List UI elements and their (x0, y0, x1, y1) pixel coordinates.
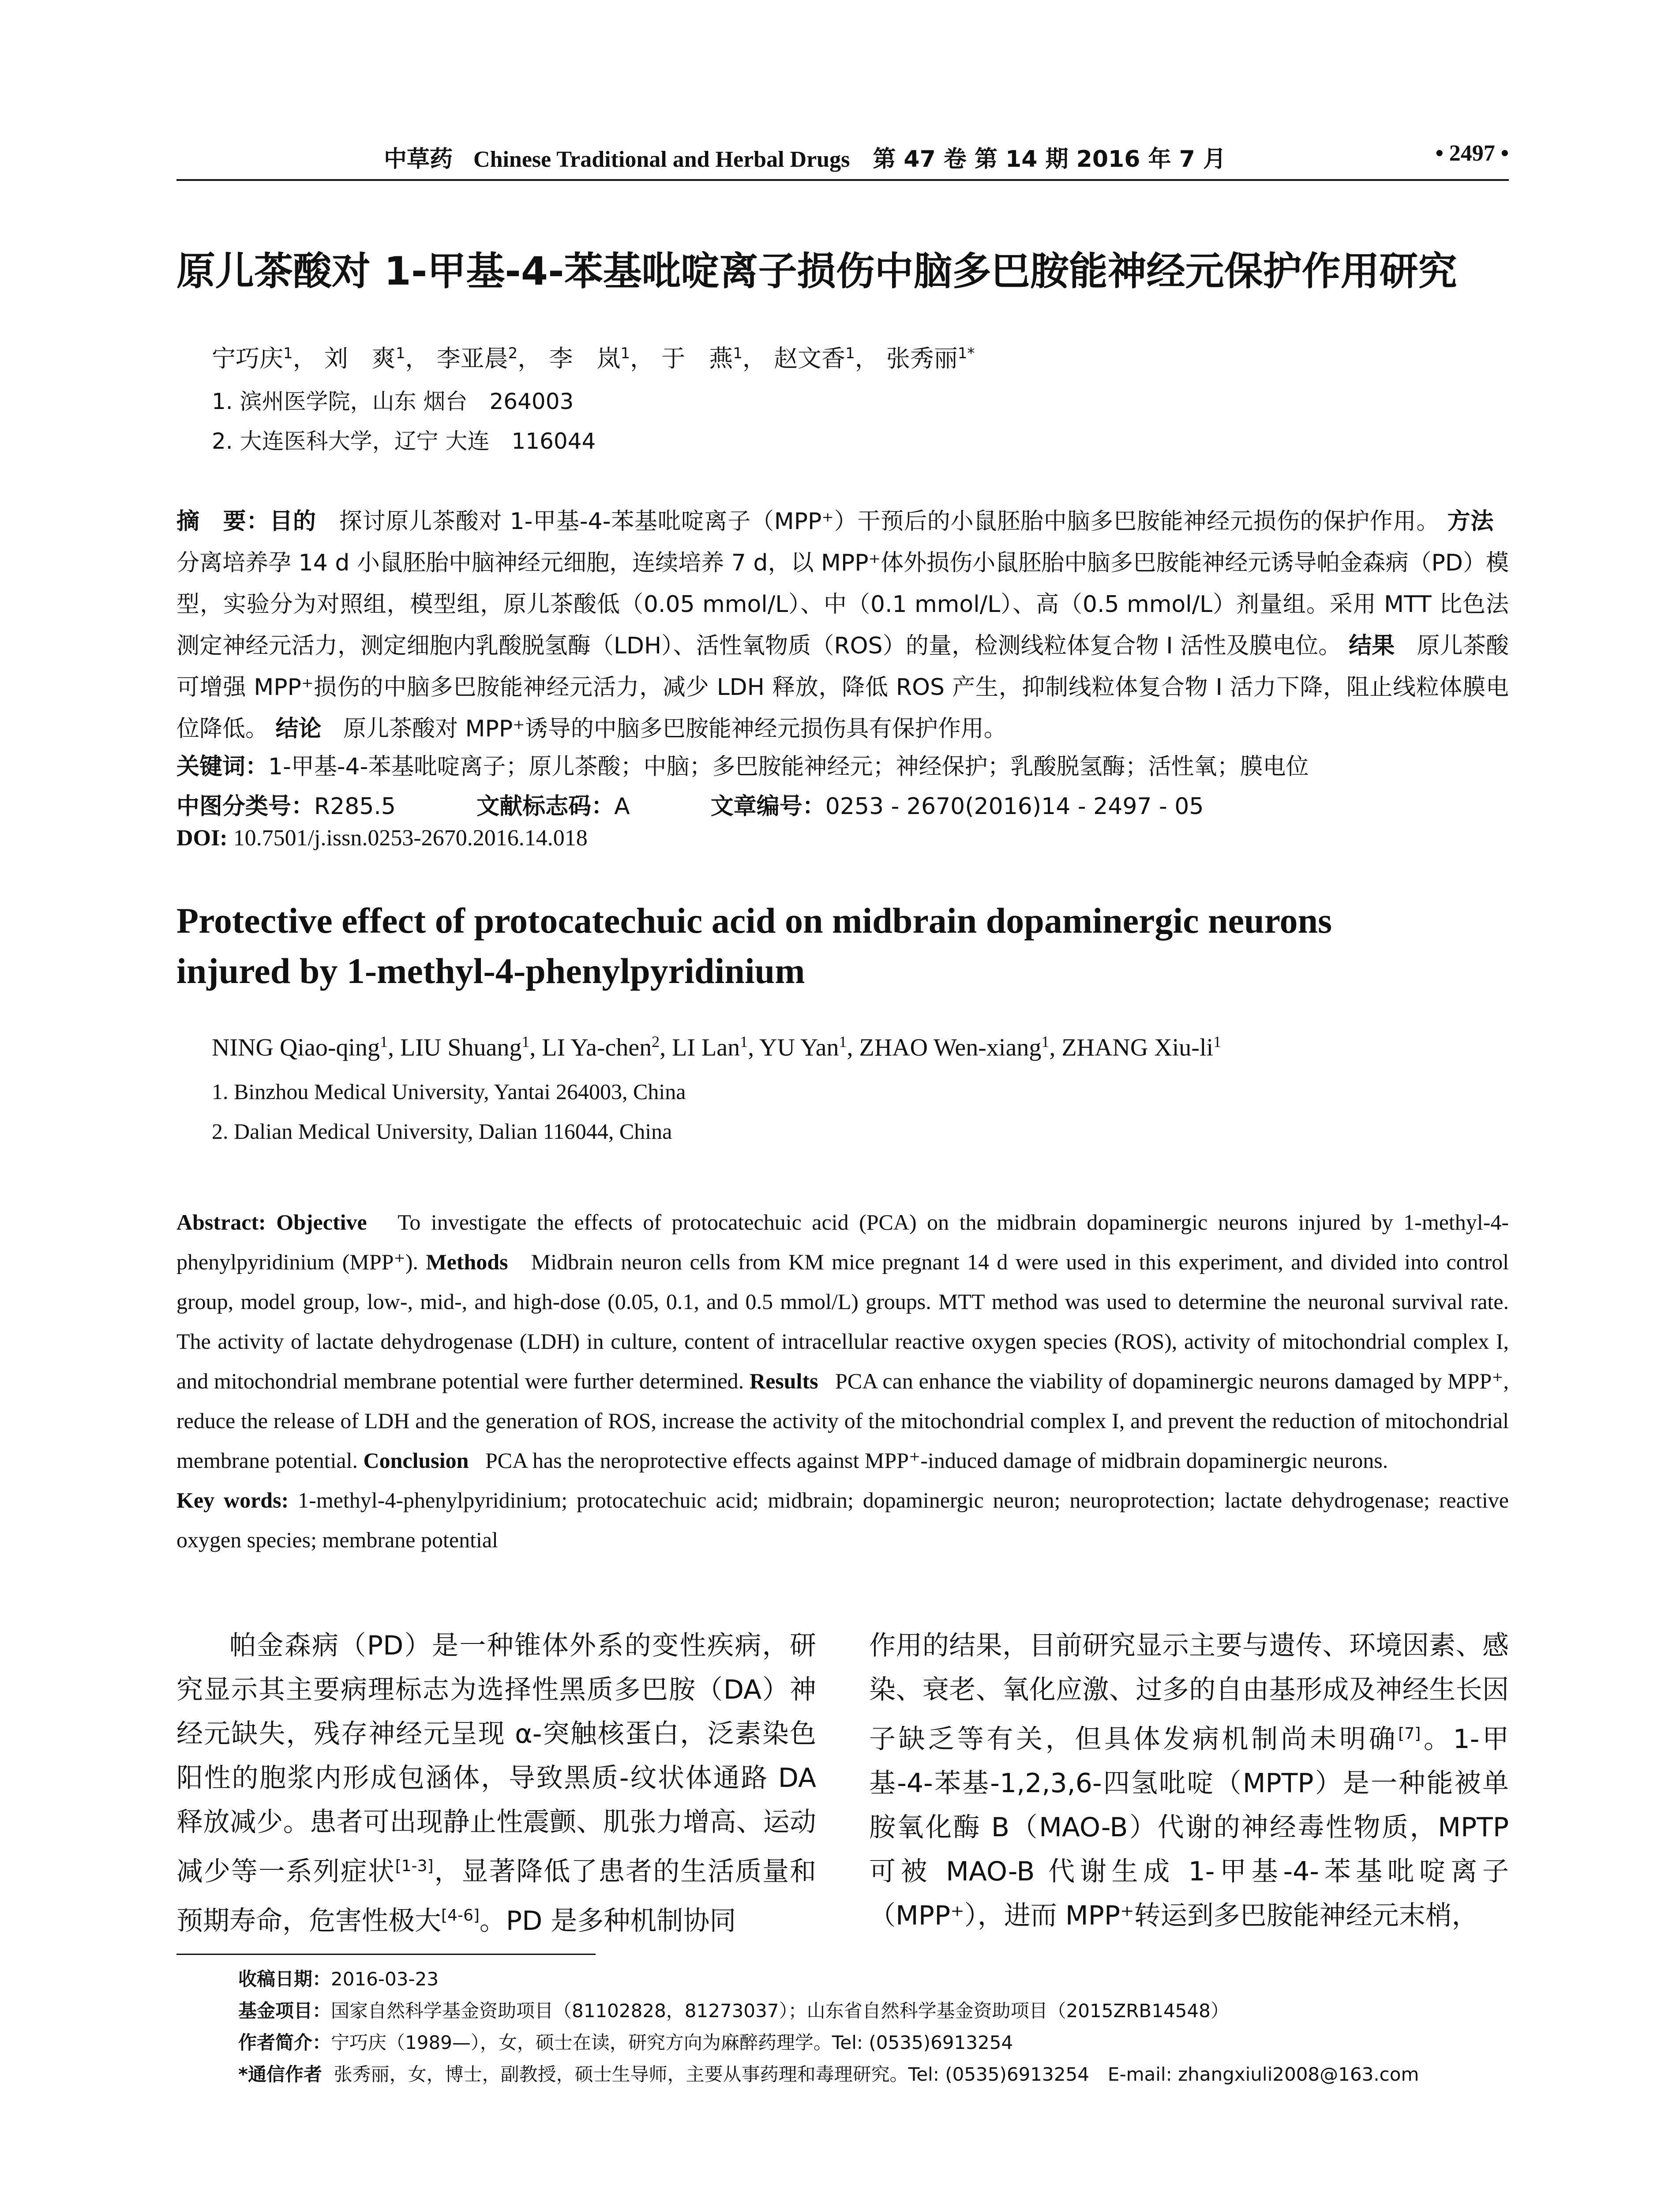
abstract-cn (176, 501, 1509, 750)
clc-label: 中图分类号： (176, 793, 315, 820)
authors-cn: 宁巧庆$^1$， 刘 爽$^1$， 李亚晨$^2$， 李 岚$^1$， 于 燕$^1$， 赵文香$^1$， 张秀丽$^{1*}$ (212, 345, 975, 372)
conclusion-en: PCA has the neroprotective effects against MPP⁺-induced damage of midbrain dopaminergic neurons. (485, 1448, 1388, 1473)
author-aff: 1* (957, 345, 975, 362)
correspondence-text: 张秀丽，女，博士，副教授，硕士生导师，主要从事药理和毒理研究。Tel: (0535)6913254 E-mail: zhangxiuli2008@163.com (334, 2063, 1419, 2085)
citation: [1-3] (395, 1857, 434, 1875)
author-aff: 1 (380, 1033, 388, 1050)
author-en: LIU Shuang (400, 1034, 522, 1062)
author-cn: 李亚晨 (436, 345, 508, 372)
page-number: • 2497 • (1435, 141, 1509, 166)
keywords-cn (176, 748, 1309, 781)
body-column-left (176, 1624, 816, 1943)
citation: [7] (1398, 1725, 1421, 1743)
affiliation-cn-1: 1. 滨州医学院，山东 烟台 264003 (212, 389, 574, 414)
author-aff: 2 (652, 1033, 660, 1050)
keywords-cn-label: 关键词： (176, 754, 269, 780)
author-aff: 1 (1213, 1033, 1222, 1050)
keywords-en-text: 1-methyl-4-phenylpyridinium; protocatechuic acid; midbrain; dopaminergic neuron; neuroprotection; lactate dehydrogenase; reactive oxygen species; membrane potential (176, 1488, 1509, 1552)
doc-code-value: A (614, 793, 630, 820)
methods-cn-label: 方法 (1447, 508, 1494, 535)
body-text: 帕金森病（PD）是一种锥体外系的变性疾病，研究显示其主要病理标志为选择性黑质多巴胺（DA）神经元缺失，残存神经元呈现 α-突触核蛋白，泛素染色阳性的胞浆内形成包涵体，导致黑质-纹状体通路 DA 释放减少。患者可出现静止性震颤、肌张力增高、运动减少等一系列症状 (176, 1630, 816, 1887)
author-aff: 1 (620, 345, 630, 362)
affiliation-en-1: 1. Binzhou Medical University, Yantai 264003, China (212, 1079, 686, 1104)
title-en (176, 896, 1509, 996)
methods-en: Midbrain neuron cells from KM mice pregnant 14 d were used in this experiment, and divided into control group, model group, low-, mid-, and high-dose (0.05, 0.1, and 0.5 mmol/L) groups. MTT method was used to determine the neuronal survival rate. The activity of lactate dehydrogenase (LDH) in culture, content of intracellular reactive oxygen species (ROS), activity of mitochondrial complex I, and mitochondrial membrane potential were further determined. (176, 1249, 1509, 1393)
author-aff: 1 (839, 1033, 847, 1050)
author-cn: 张秀丽 (886, 345, 958, 372)
results-en: PCA can enhance the viability of dopaminergic neurons damaged by MPP⁺, reduce the release of LDH and the generation of ROS, increase the activity of the mitochondrial complex I, and prevent the reduction of mitochondrial membrane potential. (176, 1369, 1509, 1473)
doi-label: DOI: (176, 825, 228, 851)
affiliation-en-2: 2. Dalian Medical University, Dalian 116044, China (212, 1119, 672, 1144)
footnote-rule (176, 1954, 596, 1955)
title-en-line: Protective effect of protocatechuic acid on midbrain dopaminergic neurons (176, 900, 1332, 941)
footnote-fund (238, 1995, 1518, 2027)
results-en-label: Results (749, 1369, 818, 1393)
body-column-right (869, 1624, 1509, 1938)
keywords-en-label: Key words: (176, 1488, 289, 1512)
title-en-line: injured by 1-methyl-4-phenylpyridinium (176, 951, 805, 991)
body-text: 作用的结果，目前研究显示主要与遗传、环境因素、感染、衰老、氧化应激、过多的自由基形成及神经生长因子缺乏等有关，但具体发病机制尚未明确 (869, 1630, 1509, 1755)
fund-label: 基金项目： (238, 2000, 331, 2022)
author-aff: 1 (395, 345, 405, 362)
author-en: LI Lan (672, 1034, 740, 1062)
results-cn-label: 结果 (1349, 633, 1395, 659)
clc-value: R285.5 (314, 793, 396, 820)
body-text: 。1-甲基-4-苯基-1,2,3,6-四氢吡啶（MPTP）是一种能被单胺氧化酶 B（MAO-B）代谢的神经毒性物质，MPTP 可被 MAO-B 代谢生成 1-甲基-4-苯基吡啶离子（MPP⁺），进而 MPP⁺转运到多巴胺能神经元末梢， (869, 1724, 1509, 1931)
author-cn: 赵文香 (774, 345, 846, 372)
objective-en: To investigate the effects of protocatechuic acid (PCA) on the midbrain dopaminergic neurons injured by 1-methyl-4-phenylpyridinium (MPP⁺). (176, 1210, 1509, 1274)
issue-info: 第 47 卷 第 14 期 2016 年 7 月 (873, 146, 1226, 173)
received-label: 收稿日期： (238, 1968, 331, 1990)
article-no-label: 文章编号： (710, 793, 825, 820)
article-no-value: 0253 - 2670(2016)14 - 2497 - 05 (825, 793, 1204, 820)
title-cn: 原儿茶酸对 1-甲基-4-苯基吡啶离子损伤中脑多巴胺能神经元保护作用研究 (176, 248, 1457, 294)
author-aff: 1 (845, 345, 855, 362)
journal-name-cn: 中草药 (384, 146, 453, 173)
methods-cn: 分离培养孕 14 d 小鼠胚胎中脑神经元细胞，连续培养 7 d，以 MPP⁺体外损伤小鼠胚胎中脑多巴胺能神经元诱导帕金森病（PD）模型，实验分为对照组，模型组，原儿茶酸低（0.05 mmol/L）、中（0.1 mmol/L）、高（0.5 mmol/L）剂量组。采用 MTT 比色法测定神经元活力，测定细胞内乳酸脱氢酶（LDH）、活性氧物质（ROS）的量，检测线粒体复合物 I 活性及膜电位。 (176, 550, 1509, 659)
abstract-cn-label: 摘 要： (176, 508, 270, 535)
author-aff: 1 (740, 1033, 748, 1050)
author-en: NING Qiao-qing (212, 1034, 380, 1062)
author-en: ZHANG Xiu-li (1061, 1034, 1214, 1062)
methods-en-label: Methods (426, 1249, 508, 1274)
author-aff: 2 (508, 345, 518, 362)
body-text: 。PD 是多种机制协同 (479, 1906, 736, 1936)
results-cn: 原儿茶酸可增强 MPP⁺损伤的中脑多巴胺能神经元活力，减少 LDH 释放，降低 ROS 产生，抑制线粒体复合物 I 活力下降，阻止线粒体膜电位降低。 (176, 633, 1509, 742)
journal-header (384, 140, 1226, 173)
author-cn: 于 燕 (661, 345, 733, 372)
author-en: LI Ya-chen (542, 1034, 652, 1062)
footnotes (238, 1963, 1518, 2090)
header-rule (176, 179, 1509, 181)
objective-cn: 探讨原儿茶酸对 1-甲基-4-苯基吡啶离子（MPP⁺）干预后的小鼠胚胎中脑多巴胺能神经元损伤的保护作用。 (339, 508, 1440, 535)
conclusion-cn-label: 结论 (275, 716, 322, 742)
objective-cn-label: 目的 (270, 508, 316, 535)
footnote-correspondence (238, 2059, 1518, 2090)
author-aff: 1 (283, 345, 293, 362)
author-cn: 宁巧庆 (212, 345, 283, 372)
abstract-en-label: Abstract: Objective (176, 1210, 367, 1234)
keywords-cn-text: 1-甲基-4-苯基吡啶离子；原儿茶酸；中脑；多巴胺能神经元；神经保护；乳酸脱氢酶；活性氧；膜电位 (268, 754, 1309, 780)
classification-line (176, 788, 1204, 821)
body-text: ，显著降低了患者的生活质量和预期寿命，危害性极大 (176, 1856, 817, 1936)
doi-value: 10.7501/j.issn.0253-2670.2016.14.018 (233, 825, 588, 851)
affiliation-cn-2: 2. 大连医科大学，辽宁 大连 116044 (212, 428, 596, 454)
author-aff: 1 (521, 1033, 530, 1050)
author-cn: 刘 爽 (324, 345, 396, 372)
running-header (176, 140, 1509, 180)
footnote-author (238, 2027, 1518, 2059)
author-aff: 1 (1041, 1033, 1050, 1050)
conclusion-en-label: Conclusion (363, 1448, 469, 1473)
citation: [4-6] (441, 1906, 480, 1925)
author-en: YU Yan (759, 1034, 839, 1062)
author-bio-label: 作者简介： (238, 2032, 331, 2053)
fund-text: 国家自然科学基金资助项目（81102828，81273037）；山东省自然科学基金资助项目（2015ZRB14548） (331, 2000, 1229, 2022)
doi-line (176, 825, 588, 851)
author-bio: 宁巧庆（1989—），女，硕士在读，研究方向为麻醉药理学。Tel: (0535)6913254 (331, 2032, 1013, 2053)
authors-en: NING Qiao-qing$^1$, LIU Shuang$^1$, LI Ya-chen$^2$, LI Lan$^1$, YU Yan$^1$, ZHAO Wen-xiang$^1$, ZHANG Xiu-$li^1$ (212, 1033, 1222, 1062)
correspondence-label: *通信作者 (238, 2063, 322, 2085)
author-aff: 1 (733, 345, 742, 362)
author-cn: 李 岚 (549, 345, 621, 372)
footnote-received (238, 1963, 1518, 1995)
journal-name-en: Chinese Traditional and Herbal Drugs (473, 147, 850, 172)
conclusion-cn: 原儿茶酸对 MPP⁺诱导的中脑多巴胺能神经元损伤具有保护作用。 (343, 716, 1007, 742)
doc-code-label: 文献标志码： (476, 793, 615, 820)
author-en: ZHAO Wen-xiang (859, 1034, 1042, 1062)
received-date: 2016-03-23 (331, 1968, 439, 1990)
abstract-en (176, 1202, 1509, 1560)
